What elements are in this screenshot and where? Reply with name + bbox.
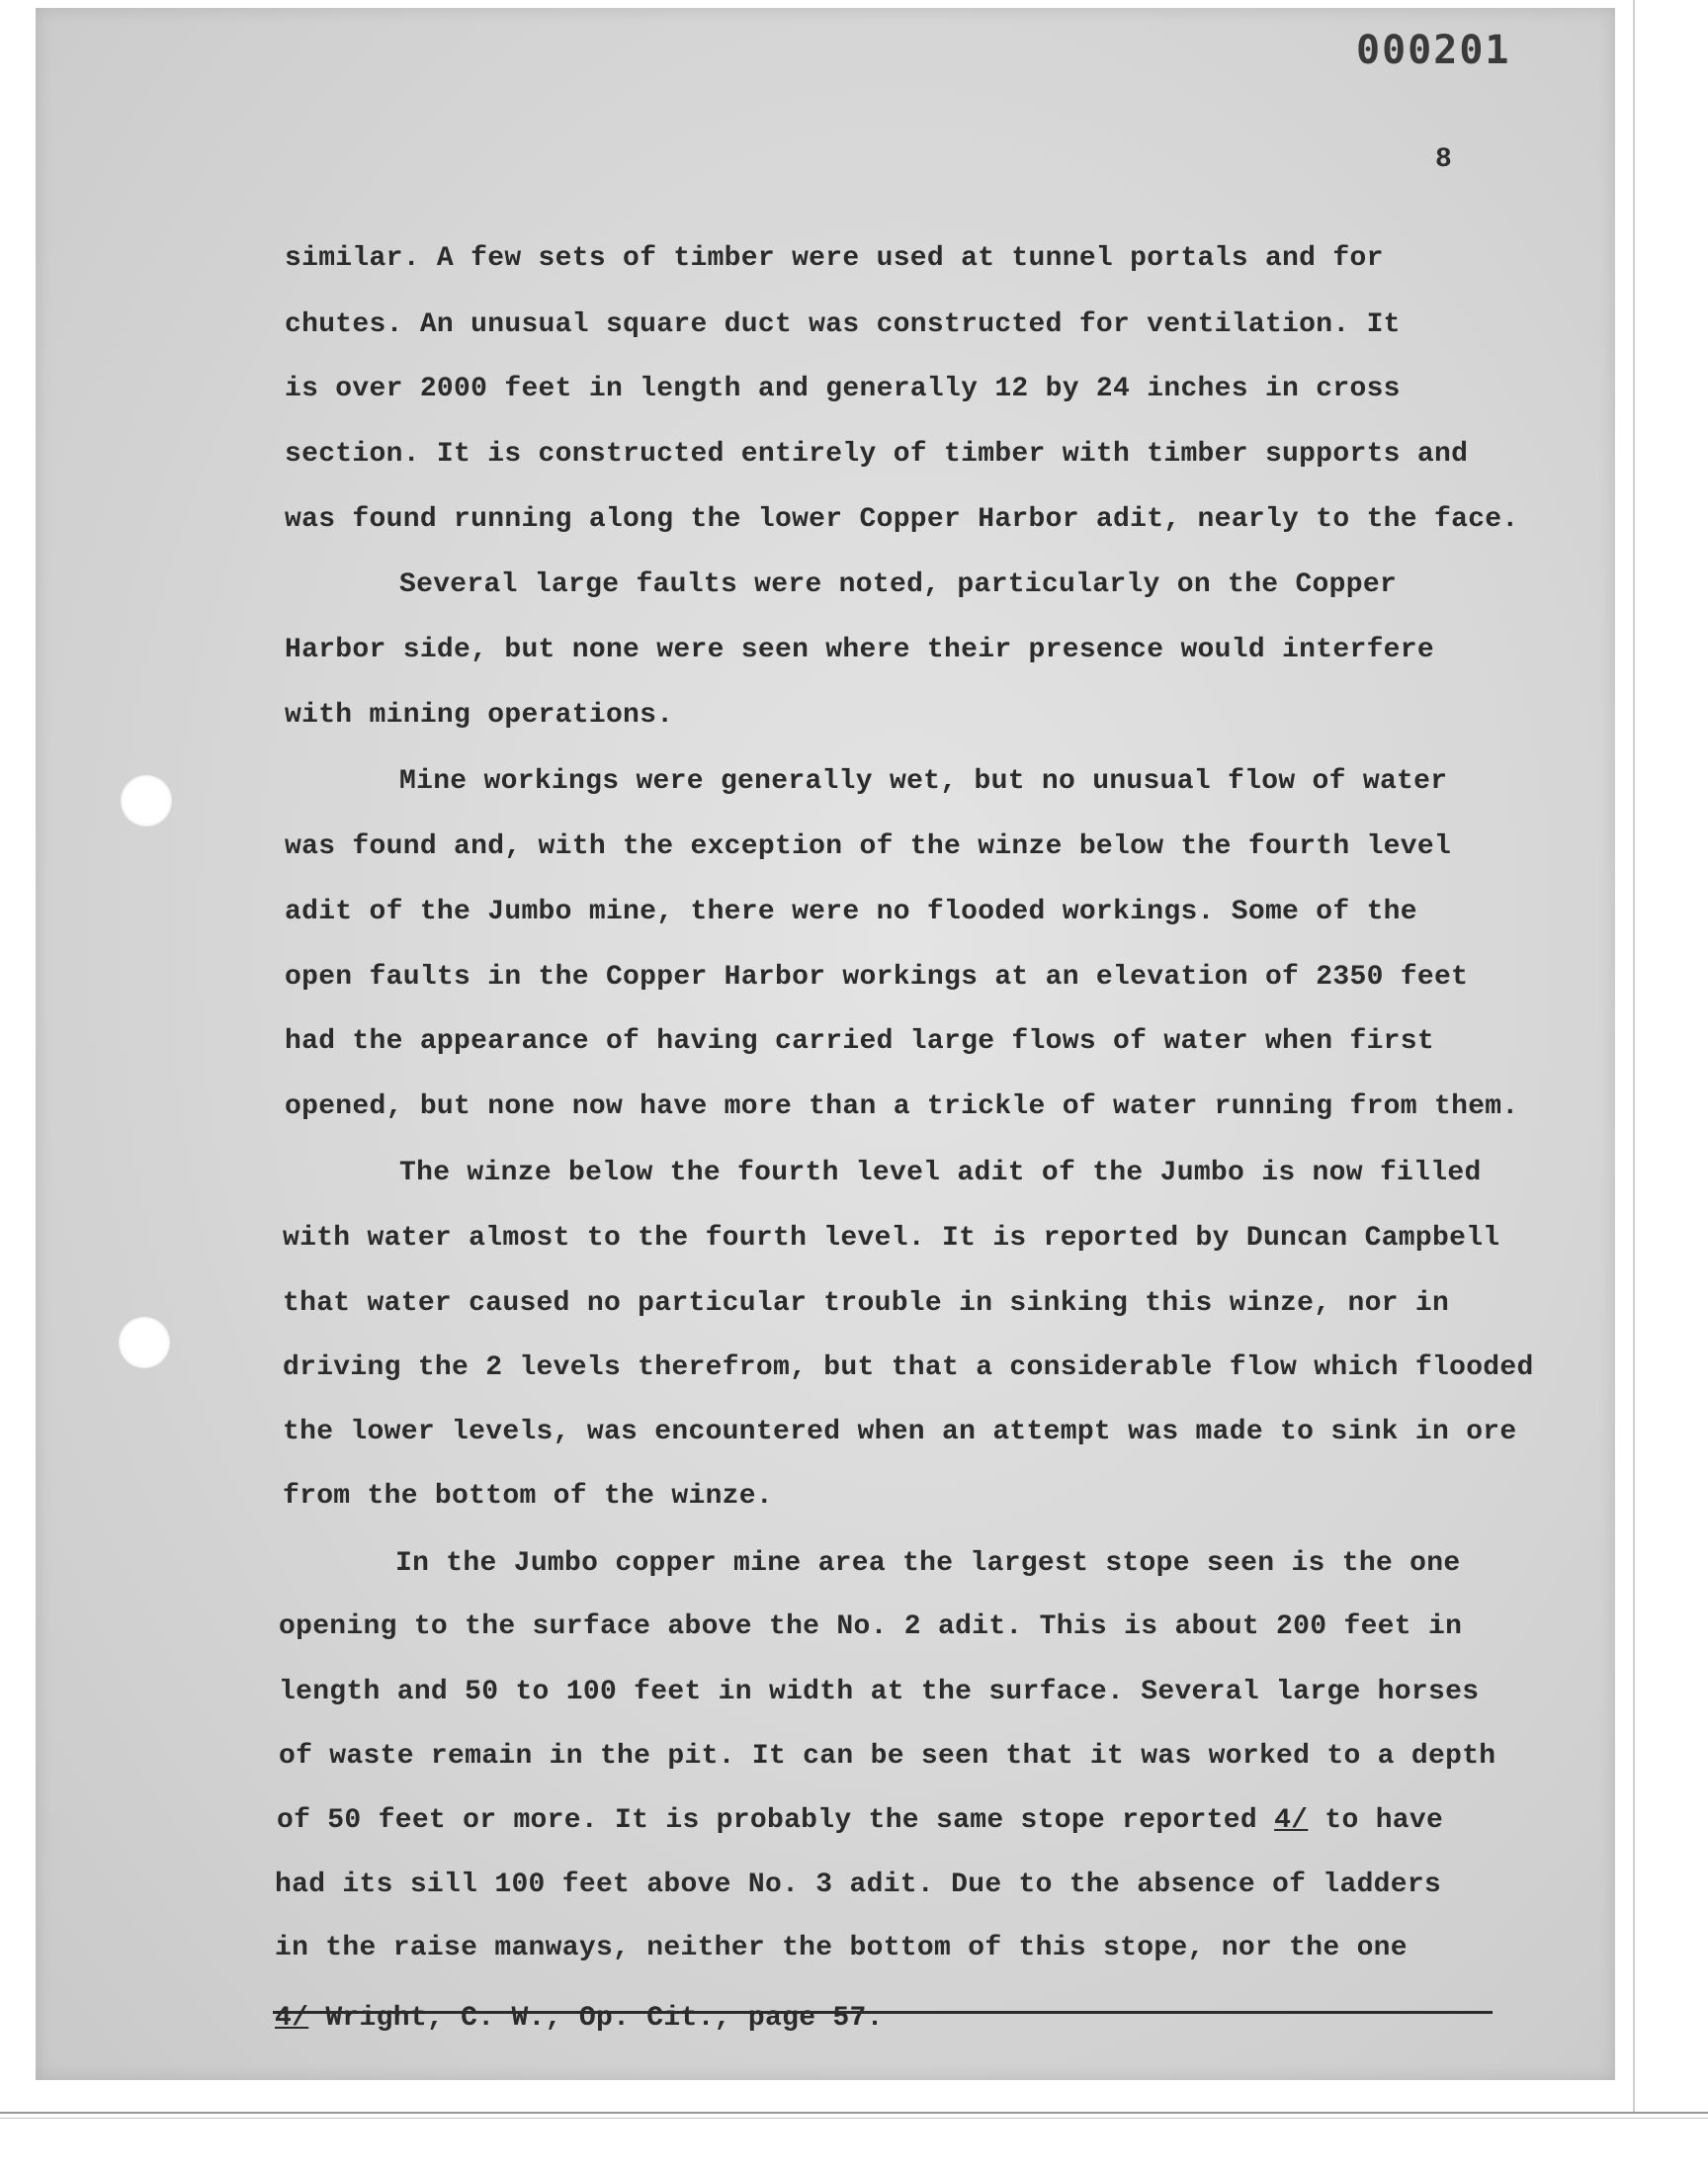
text-line: chutes. An unusual square duct was constructed for ventilation. It xyxy=(285,309,1401,340)
text-line: open faults in the Copper Harbor workings at an elevation of 2350 feet xyxy=(285,962,1469,993)
text-line: driving the 2 levels therefrom, but that a considerable flow which flooded xyxy=(283,1352,1534,1383)
punch-hole xyxy=(121,775,172,826)
text-line: Mine workings were generally wet, but no unusual flow of water xyxy=(399,766,1448,797)
footnote-reference: 4/ xyxy=(1274,1805,1309,1836)
text-line: the lower levels, was encountered when an attempt was made to sink in ore xyxy=(283,1417,1517,1447)
text-line: was found running along the lower Copper Harbor adit, nearly to the face. xyxy=(285,504,1519,535)
text-line: was found and, with the exception of the winze below the fourth level xyxy=(285,831,1452,862)
text-line: from the bottom of the winze. xyxy=(283,1481,773,1512)
text-line: is over 2000 feet in length and generally 12 by 24 inches in cross xyxy=(285,374,1401,404)
text-line: that water caused no particular trouble in sinking this winze, nor in xyxy=(283,1288,1450,1319)
text-line-segment: to have xyxy=(1308,1805,1444,1836)
text-line: Several large faults were noted, particularly on the Copper xyxy=(399,569,1398,600)
punch-hole xyxy=(119,1317,170,1368)
text-line: had its sill 100 feet above No. 3 adit. Due to the absence of ladders xyxy=(275,1870,1442,1900)
text-line: section. It is constructed entirely of timber with timber supports and xyxy=(285,439,1469,470)
text-line: had the appearance of having carried large flows of water when first xyxy=(285,1026,1434,1057)
footnote-marker: 4/ xyxy=(275,2003,309,2034)
text-line: The winze below the fourth level adit of the Jumbo is now filled xyxy=(399,1158,1482,1188)
text-line: with mining operations. xyxy=(285,700,674,731)
text-line: adit of the Jumbo mine, there were no flooded workings. Some of the xyxy=(285,897,1417,927)
page-edge xyxy=(0,2118,1708,2119)
text-line-segment: of 50 feet or more. It is probably the same stope reported xyxy=(277,1805,1257,1836)
text-line: of waste remain in the pit. It can be seen that it was worked to a depth xyxy=(279,1741,1496,1772)
document-stamp-number: 000201 xyxy=(1356,28,1511,73)
footnote xyxy=(275,2003,884,2034)
text-line: in the raise manways, neither the bottom of this stope, nor the one xyxy=(275,1933,1408,1963)
text-line: similar. A few sets of timber were used at tunnel portals and for xyxy=(285,243,1384,274)
footnote-text: Wright, C. W., Op. Cit., page 57. xyxy=(308,2003,884,2034)
text-line: In the Jumbo copper mine area the largest stope seen is the one xyxy=(395,1548,1461,1579)
text-line: opened, but none now have more than a trickle of water running from them. xyxy=(285,1091,1519,1122)
page-edge xyxy=(0,2112,1708,2114)
text-line xyxy=(277,1805,1443,1836)
text-line: Harbor side, but none were seen where their presence would interfere xyxy=(285,635,1434,665)
text-line: opening to the surface above the No. 2 adit. This is about 200 feet in xyxy=(279,1611,1463,1642)
text-line: with water almost to the fourth level. It is reported by Duncan Campbell xyxy=(283,1223,1500,1254)
page-edge xyxy=(1633,0,1635,2112)
page-number: 8 xyxy=(1435,144,1452,175)
text-line: length and 50 to 100 feet in width at the surface. Several large horses xyxy=(279,1677,1480,1707)
